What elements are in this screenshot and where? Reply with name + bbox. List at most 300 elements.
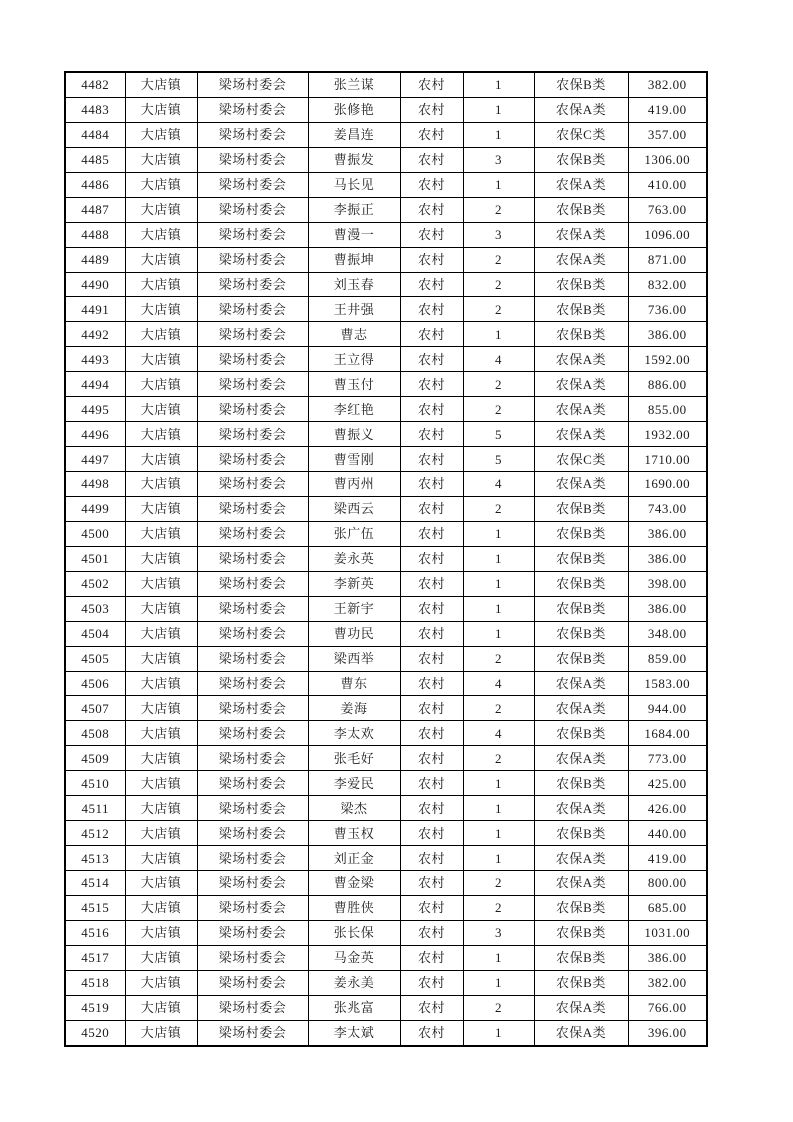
cell-serial: 4508 bbox=[65, 721, 125, 746]
cell-town: 大店镇 bbox=[125, 347, 197, 372]
cell-person-name: 马长见 bbox=[308, 172, 400, 197]
cell-person-name: 曹玉权 bbox=[308, 821, 400, 846]
cell-count: 2 bbox=[463, 496, 534, 521]
cell-town: 大店镇 bbox=[125, 172, 197, 197]
cell-amount: 766.00 bbox=[628, 995, 707, 1020]
cell-village: 梁场村委会 bbox=[197, 222, 308, 247]
cell-insurance-type: 农保B类 bbox=[534, 272, 628, 297]
cell-count: 1 bbox=[463, 846, 534, 871]
cell-amount: 419.00 bbox=[628, 97, 707, 122]
cell-category: 农村 bbox=[400, 571, 463, 596]
cell-category: 农村 bbox=[400, 621, 463, 646]
cell-person-name: 张兰谋 bbox=[308, 72, 400, 97]
cell-category: 农村 bbox=[400, 746, 463, 771]
cell-village: 梁场村委会 bbox=[197, 721, 308, 746]
cell-category: 农村 bbox=[400, 771, 463, 796]
cell-amount: 426.00 bbox=[628, 796, 707, 821]
cell-town: 大店镇 bbox=[125, 72, 197, 97]
cell-serial: 4482 bbox=[65, 72, 125, 97]
cell-person-name: 李爱民 bbox=[308, 771, 400, 796]
cell-insurance-type: 农保B类 bbox=[534, 920, 628, 945]
table-row bbox=[65, 1020, 707, 1045]
cell-category: 农村 bbox=[400, 920, 463, 945]
cell-town: 大店镇 bbox=[125, 871, 197, 896]
cell-category: 农村 bbox=[400, 546, 463, 571]
cell-village: 梁场村委会 bbox=[197, 646, 308, 671]
cell-amount: 871.00 bbox=[628, 247, 707, 272]
cell-count: 1 bbox=[463, 821, 534, 846]
cell-category: 农村 bbox=[400, 447, 463, 472]
cell-village: 梁场村委会 bbox=[197, 945, 308, 970]
cell-serial: 4513 bbox=[65, 846, 125, 871]
cell-village: 梁场村委会 bbox=[197, 397, 308, 422]
cell-village: 梁场村委会 bbox=[197, 447, 308, 472]
cell-insurance-type: 农保A类 bbox=[534, 372, 628, 397]
cell-insurance-type: 农保B类 bbox=[534, 970, 628, 995]
cell-serial: 4517 bbox=[65, 945, 125, 970]
cell-village: 梁场村委会 bbox=[197, 272, 308, 297]
cell-serial: 4519 bbox=[65, 995, 125, 1020]
cell-category: 农村 bbox=[400, 472, 463, 497]
cell-insurance-type: 农保B类 bbox=[534, 546, 628, 571]
table-row bbox=[65, 846, 707, 871]
cell-town: 大店镇 bbox=[125, 297, 197, 322]
cell-town: 大店镇 bbox=[125, 322, 197, 347]
cell-insurance-type: 农保B类 bbox=[534, 945, 628, 970]
table-row bbox=[65, 147, 707, 172]
cell-insurance-type: 农保A类 bbox=[534, 397, 628, 422]
cell-insurance-type: 农保C类 bbox=[534, 447, 628, 472]
cell-person-name: 张长保 bbox=[308, 920, 400, 945]
cell-person-name: 李太斌 bbox=[308, 1020, 400, 1045]
table-row bbox=[65, 721, 707, 746]
cell-serial: 4498 bbox=[65, 472, 125, 497]
table-row bbox=[65, 920, 707, 945]
table-row bbox=[65, 397, 707, 422]
cell-insurance-type: 农保A类 bbox=[534, 222, 628, 247]
cell-category: 农村 bbox=[400, 247, 463, 272]
table-row bbox=[65, 671, 707, 696]
cell-count: 2 bbox=[463, 646, 534, 671]
cell-person-name: 张毛好 bbox=[308, 746, 400, 771]
cell-village: 梁场村委会 bbox=[197, 571, 308, 596]
cell-insurance-type: 农保A类 bbox=[534, 846, 628, 871]
cell-village: 梁场村委会 bbox=[197, 846, 308, 871]
cell-person-name: 梁西云 bbox=[308, 496, 400, 521]
cell-category: 农村 bbox=[400, 122, 463, 147]
table-row bbox=[65, 771, 707, 796]
cell-town: 大店镇 bbox=[125, 721, 197, 746]
cell-category: 农村 bbox=[400, 721, 463, 746]
cell-serial: 4491 bbox=[65, 297, 125, 322]
cell-person-name: 王立得 bbox=[308, 347, 400, 372]
cell-insurance-type: 农保B类 bbox=[534, 322, 628, 347]
cell-insurance-type: 农保B类 bbox=[534, 197, 628, 222]
cell-insurance-type: 农保A类 bbox=[534, 696, 628, 721]
cell-village: 梁场村委会 bbox=[197, 746, 308, 771]
cell-town: 大店镇 bbox=[125, 447, 197, 472]
cell-count: 2 bbox=[463, 297, 534, 322]
cell-count: 1 bbox=[463, 72, 534, 97]
cell-insurance-type: 农保B类 bbox=[534, 721, 628, 746]
cell-amount: 382.00 bbox=[628, 970, 707, 995]
table-row bbox=[65, 247, 707, 272]
cell-town: 大店镇 bbox=[125, 995, 197, 1020]
cell-serial: 4502 bbox=[65, 571, 125, 596]
table-row bbox=[65, 521, 707, 546]
cell-insurance-type: 农保A类 bbox=[534, 472, 628, 497]
cell-count: 1 bbox=[463, 97, 534, 122]
cell-amount: 386.00 bbox=[628, 596, 707, 621]
cell-serial: 4494 bbox=[65, 372, 125, 397]
cell-category: 农村 bbox=[400, 970, 463, 995]
cell-count: 3 bbox=[463, 222, 534, 247]
cell-town: 大店镇 bbox=[125, 596, 197, 621]
cell-amount: 763.00 bbox=[628, 197, 707, 222]
table-row bbox=[65, 621, 707, 646]
cell-person-name: 曹漫一 bbox=[308, 222, 400, 247]
cell-category: 农村 bbox=[400, 871, 463, 896]
cell-amount: 1306.00 bbox=[628, 147, 707, 172]
cell-serial: 4501 bbox=[65, 546, 125, 571]
cell-amount: 386.00 bbox=[628, 546, 707, 571]
cell-serial: 4489 bbox=[65, 247, 125, 272]
cell-amount: 736.00 bbox=[628, 297, 707, 322]
cell-person-name: 梁西举 bbox=[308, 646, 400, 671]
cell-category: 农村 bbox=[400, 521, 463, 546]
cell-amount: 832.00 bbox=[628, 272, 707, 297]
cell-count: 1 bbox=[463, 571, 534, 596]
table-row bbox=[65, 995, 707, 1020]
cell-insurance-type: 农保B类 bbox=[534, 297, 628, 322]
cell-amount: 743.00 bbox=[628, 496, 707, 521]
cell-serial: 4492 bbox=[65, 322, 125, 347]
cell-amount: 386.00 bbox=[628, 945, 707, 970]
cell-serial: 4510 bbox=[65, 771, 125, 796]
cell-count: 1 bbox=[463, 796, 534, 821]
table-row bbox=[65, 970, 707, 995]
cell-person-name: 刘玉春 bbox=[308, 272, 400, 297]
cell-serial: 4490 bbox=[65, 272, 125, 297]
cell-insurance-type: 农保B类 bbox=[534, 771, 628, 796]
cell-town: 大店镇 bbox=[125, 1020, 197, 1045]
cell-count: 2 bbox=[463, 197, 534, 222]
cell-category: 农村 bbox=[400, 272, 463, 297]
cell-serial: 4484 bbox=[65, 122, 125, 147]
cell-category: 农村 bbox=[400, 696, 463, 721]
cell-town: 大店镇 bbox=[125, 472, 197, 497]
cell-count: 1 bbox=[463, 122, 534, 147]
cell-village: 梁场村委会 bbox=[197, 472, 308, 497]
table-row bbox=[65, 372, 707, 397]
cell-insurance-type: 农保B类 bbox=[534, 821, 628, 846]
cell-person-name: 姜永美 bbox=[308, 970, 400, 995]
cell-town: 大店镇 bbox=[125, 147, 197, 172]
cell-village: 梁场村委会 bbox=[197, 821, 308, 846]
cell-serial: 4493 bbox=[65, 347, 125, 372]
cell-town: 大店镇 bbox=[125, 397, 197, 422]
table-row bbox=[65, 172, 707, 197]
cell-count: 1 bbox=[463, 1020, 534, 1045]
cell-person-name: 曹志 bbox=[308, 322, 400, 347]
cell-serial: 4512 bbox=[65, 821, 125, 846]
cell-category: 农村 bbox=[400, 147, 463, 172]
cell-town: 大店镇 bbox=[125, 272, 197, 297]
cell-town: 大店镇 bbox=[125, 671, 197, 696]
table-row bbox=[65, 596, 707, 621]
cell-person-name: 张修艳 bbox=[308, 97, 400, 122]
table-row bbox=[65, 571, 707, 596]
cell-town: 大店镇 bbox=[125, 422, 197, 447]
cell-count: 2 bbox=[463, 397, 534, 422]
cell-serial: 4483 bbox=[65, 97, 125, 122]
cell-person-name: 曹振义 bbox=[308, 422, 400, 447]
cell-village: 梁场村委会 bbox=[197, 122, 308, 147]
cell-count: 3 bbox=[463, 920, 534, 945]
cell-insurance-type: 农保B类 bbox=[534, 72, 628, 97]
cell-count: 4 bbox=[463, 721, 534, 746]
cell-category: 农村 bbox=[400, 72, 463, 97]
cell-insurance-type: 农保A类 bbox=[534, 97, 628, 122]
cell-category: 农村 bbox=[400, 496, 463, 521]
cell-insurance-type: 农保A类 bbox=[534, 671, 628, 696]
table-row bbox=[65, 472, 707, 497]
cell-category: 农村 bbox=[400, 197, 463, 222]
cell-count: 4 bbox=[463, 671, 534, 696]
cell-insurance-type: 农保A类 bbox=[534, 995, 628, 1020]
cell-category: 农村 bbox=[400, 97, 463, 122]
cell-insurance-type: 农保A类 bbox=[534, 796, 628, 821]
cell-village: 梁场村委会 bbox=[197, 696, 308, 721]
cell-person-name: 张兆富 bbox=[308, 995, 400, 1020]
cell-category: 农村 bbox=[400, 397, 463, 422]
table-row bbox=[65, 347, 707, 372]
cell-village: 梁场村委会 bbox=[197, 995, 308, 1020]
cell-count: 2 bbox=[463, 895, 534, 920]
cell-person-name: 曹胜侠 bbox=[308, 895, 400, 920]
cell-village: 梁场村委会 bbox=[197, 771, 308, 796]
cell-serial: 4511 bbox=[65, 796, 125, 821]
cell-amount: 425.00 bbox=[628, 771, 707, 796]
cell-amount: 1583.00 bbox=[628, 671, 707, 696]
table-row bbox=[65, 821, 707, 846]
cell-category: 农村 bbox=[400, 347, 463, 372]
records-table-body bbox=[65, 72, 707, 1046]
cell-village: 梁场村委会 bbox=[197, 970, 308, 995]
cell-insurance-type: 农保B类 bbox=[534, 621, 628, 646]
cell-insurance-type: 农保C类 bbox=[534, 122, 628, 147]
table-row bbox=[65, 297, 707, 322]
table-row bbox=[65, 895, 707, 920]
cell-village: 梁场村委会 bbox=[197, 322, 308, 347]
cell-serial: 4516 bbox=[65, 920, 125, 945]
cell-town: 大店镇 bbox=[125, 122, 197, 147]
cell-village: 梁场村委会 bbox=[197, 621, 308, 646]
cell-count: 2 bbox=[463, 272, 534, 297]
cell-category: 农村 bbox=[400, 796, 463, 821]
cell-village: 梁场村委会 bbox=[197, 422, 308, 447]
cell-village: 梁场村委会 bbox=[197, 97, 308, 122]
cell-serial: 4495 bbox=[65, 397, 125, 422]
cell-town: 大店镇 bbox=[125, 696, 197, 721]
cell-count: 1 bbox=[463, 322, 534, 347]
cell-serial: 4496 bbox=[65, 422, 125, 447]
cell-count: 1 bbox=[463, 771, 534, 796]
cell-amount: 1932.00 bbox=[628, 422, 707, 447]
cell-serial: 4487 bbox=[65, 197, 125, 222]
cell-serial: 4488 bbox=[65, 222, 125, 247]
cell-amount: 1684.00 bbox=[628, 721, 707, 746]
cell-amount: 886.00 bbox=[628, 372, 707, 397]
cell-village: 梁场村委会 bbox=[197, 172, 308, 197]
cell-serial: 4506 bbox=[65, 671, 125, 696]
cell-count: 2 bbox=[463, 746, 534, 771]
cell-village: 梁场村委会 bbox=[197, 1020, 308, 1045]
cell-category: 农村 bbox=[400, 596, 463, 621]
cell-serial: 4515 bbox=[65, 895, 125, 920]
cell-serial: 4520 bbox=[65, 1020, 125, 1045]
cell-person-name: 曹金梁 bbox=[308, 871, 400, 896]
cell-amount: 855.00 bbox=[628, 397, 707, 422]
table-row bbox=[65, 97, 707, 122]
cell-amount: 396.00 bbox=[628, 1020, 707, 1045]
cell-person-name: 李新英 bbox=[308, 571, 400, 596]
cell-amount: 386.00 bbox=[628, 521, 707, 546]
cell-town: 大店镇 bbox=[125, 771, 197, 796]
cell-village: 梁场村委会 bbox=[197, 372, 308, 397]
table-row bbox=[65, 72, 707, 97]
cell-person-name: 曹东 bbox=[308, 671, 400, 696]
cell-town: 大店镇 bbox=[125, 895, 197, 920]
cell-count: 2 bbox=[463, 995, 534, 1020]
cell-serial: 4507 bbox=[65, 696, 125, 721]
cell-serial: 4518 bbox=[65, 970, 125, 995]
table-row bbox=[65, 871, 707, 896]
cell-count: 4 bbox=[463, 347, 534, 372]
cell-amount: 944.00 bbox=[628, 696, 707, 721]
cell-insurance-type: 农保B类 bbox=[534, 895, 628, 920]
cell-town: 大店镇 bbox=[125, 222, 197, 247]
cell-town: 大店镇 bbox=[125, 970, 197, 995]
cell-insurance-type: 农保B类 bbox=[534, 646, 628, 671]
cell-category: 农村 bbox=[400, 297, 463, 322]
cell-count: 1 bbox=[463, 596, 534, 621]
cell-amount: 1592.00 bbox=[628, 347, 707, 372]
cell-amount: 357.00 bbox=[628, 122, 707, 147]
cell-amount: 859.00 bbox=[628, 646, 707, 671]
cell-village: 梁场村委会 bbox=[197, 671, 308, 696]
cell-person-name: 梁杰 bbox=[308, 796, 400, 821]
cell-insurance-type: 农保A类 bbox=[534, 746, 628, 771]
cell-count: 2 bbox=[463, 696, 534, 721]
cell-category: 农村 bbox=[400, 222, 463, 247]
cell-person-name: 曹玉付 bbox=[308, 372, 400, 397]
cell-serial: 4509 bbox=[65, 746, 125, 771]
cell-count: 1 bbox=[463, 172, 534, 197]
cell-town: 大店镇 bbox=[125, 521, 197, 546]
cell-insurance-type: 农保B类 bbox=[534, 521, 628, 546]
table-row bbox=[65, 272, 707, 297]
cell-category: 农村 bbox=[400, 821, 463, 846]
cell-person-name: 曹振发 bbox=[308, 147, 400, 172]
cell-count: 5 bbox=[463, 447, 534, 472]
table-row bbox=[65, 796, 707, 821]
cell-count: 4 bbox=[463, 472, 534, 497]
cell-serial: 4486 bbox=[65, 172, 125, 197]
cell-count: 1 bbox=[463, 621, 534, 646]
cell-category: 农村 bbox=[400, 995, 463, 1020]
cell-village: 梁场村委会 bbox=[197, 546, 308, 571]
cell-town: 大店镇 bbox=[125, 197, 197, 222]
cell-person-name: 马金英 bbox=[308, 945, 400, 970]
cell-amount: 685.00 bbox=[628, 895, 707, 920]
cell-serial: 4514 bbox=[65, 871, 125, 896]
cell-town: 大店镇 bbox=[125, 546, 197, 571]
cell-category: 农村 bbox=[400, 671, 463, 696]
cell-town: 大店镇 bbox=[125, 621, 197, 646]
cell-serial: 4485 bbox=[65, 147, 125, 172]
cell-town: 大店镇 bbox=[125, 372, 197, 397]
cell-village: 梁场村委会 bbox=[197, 521, 308, 546]
cell-insurance-type: 农保A类 bbox=[534, 871, 628, 896]
cell-insurance-type: 农保B类 bbox=[534, 147, 628, 172]
cell-amount: 800.00 bbox=[628, 871, 707, 896]
cell-town: 大店镇 bbox=[125, 821, 197, 846]
cell-amount: 386.00 bbox=[628, 322, 707, 347]
cell-category: 农村 bbox=[400, 846, 463, 871]
cell-amount: 440.00 bbox=[628, 821, 707, 846]
cell-town: 大店镇 bbox=[125, 796, 197, 821]
cell-amount: 419.00 bbox=[628, 846, 707, 871]
cell-insurance-type: 农保B类 bbox=[534, 596, 628, 621]
cell-category: 农村 bbox=[400, 172, 463, 197]
cell-town: 大店镇 bbox=[125, 646, 197, 671]
cell-village: 梁场村委会 bbox=[197, 297, 308, 322]
cell-town: 大店镇 bbox=[125, 571, 197, 596]
cell-village: 梁场村委会 bbox=[197, 197, 308, 222]
cell-person-name: 李太欢 bbox=[308, 721, 400, 746]
cell-person-name: 曹丙州 bbox=[308, 472, 400, 497]
cell-count: 5 bbox=[463, 422, 534, 447]
cell-amount: 382.00 bbox=[628, 72, 707, 97]
cell-count: 1 bbox=[463, 521, 534, 546]
cell-count: 1 bbox=[463, 970, 534, 995]
table-row bbox=[65, 696, 707, 721]
cell-person-name: 王新宇 bbox=[308, 596, 400, 621]
cell-village: 梁场村委会 bbox=[197, 496, 308, 521]
cell-person-name: 王井强 bbox=[308, 297, 400, 322]
cell-insurance-type: 农保B类 bbox=[534, 571, 628, 596]
cell-village: 梁场村委会 bbox=[197, 920, 308, 945]
cell-category: 农村 bbox=[400, 372, 463, 397]
cell-serial: 4505 bbox=[65, 646, 125, 671]
cell-count: 2 bbox=[463, 372, 534, 397]
cell-category: 农村 bbox=[400, 422, 463, 447]
cell-insurance-type: 农保B类 bbox=[534, 496, 628, 521]
cell-count: 3 bbox=[463, 147, 534, 172]
table-row bbox=[65, 122, 707, 147]
cell-category: 农村 bbox=[400, 1020, 463, 1045]
cell-town: 大店镇 bbox=[125, 945, 197, 970]
cell-amount: 1690.00 bbox=[628, 472, 707, 497]
cell-village: 梁场村委会 bbox=[197, 796, 308, 821]
cell-person-name: 刘正金 bbox=[308, 846, 400, 871]
cell-person-name: 曹功民 bbox=[308, 621, 400, 646]
cell-serial: 4497 bbox=[65, 447, 125, 472]
cell-category: 农村 bbox=[400, 945, 463, 970]
cell-village: 梁场村委会 bbox=[197, 247, 308, 272]
cell-insurance-type: 农保A类 bbox=[534, 247, 628, 272]
